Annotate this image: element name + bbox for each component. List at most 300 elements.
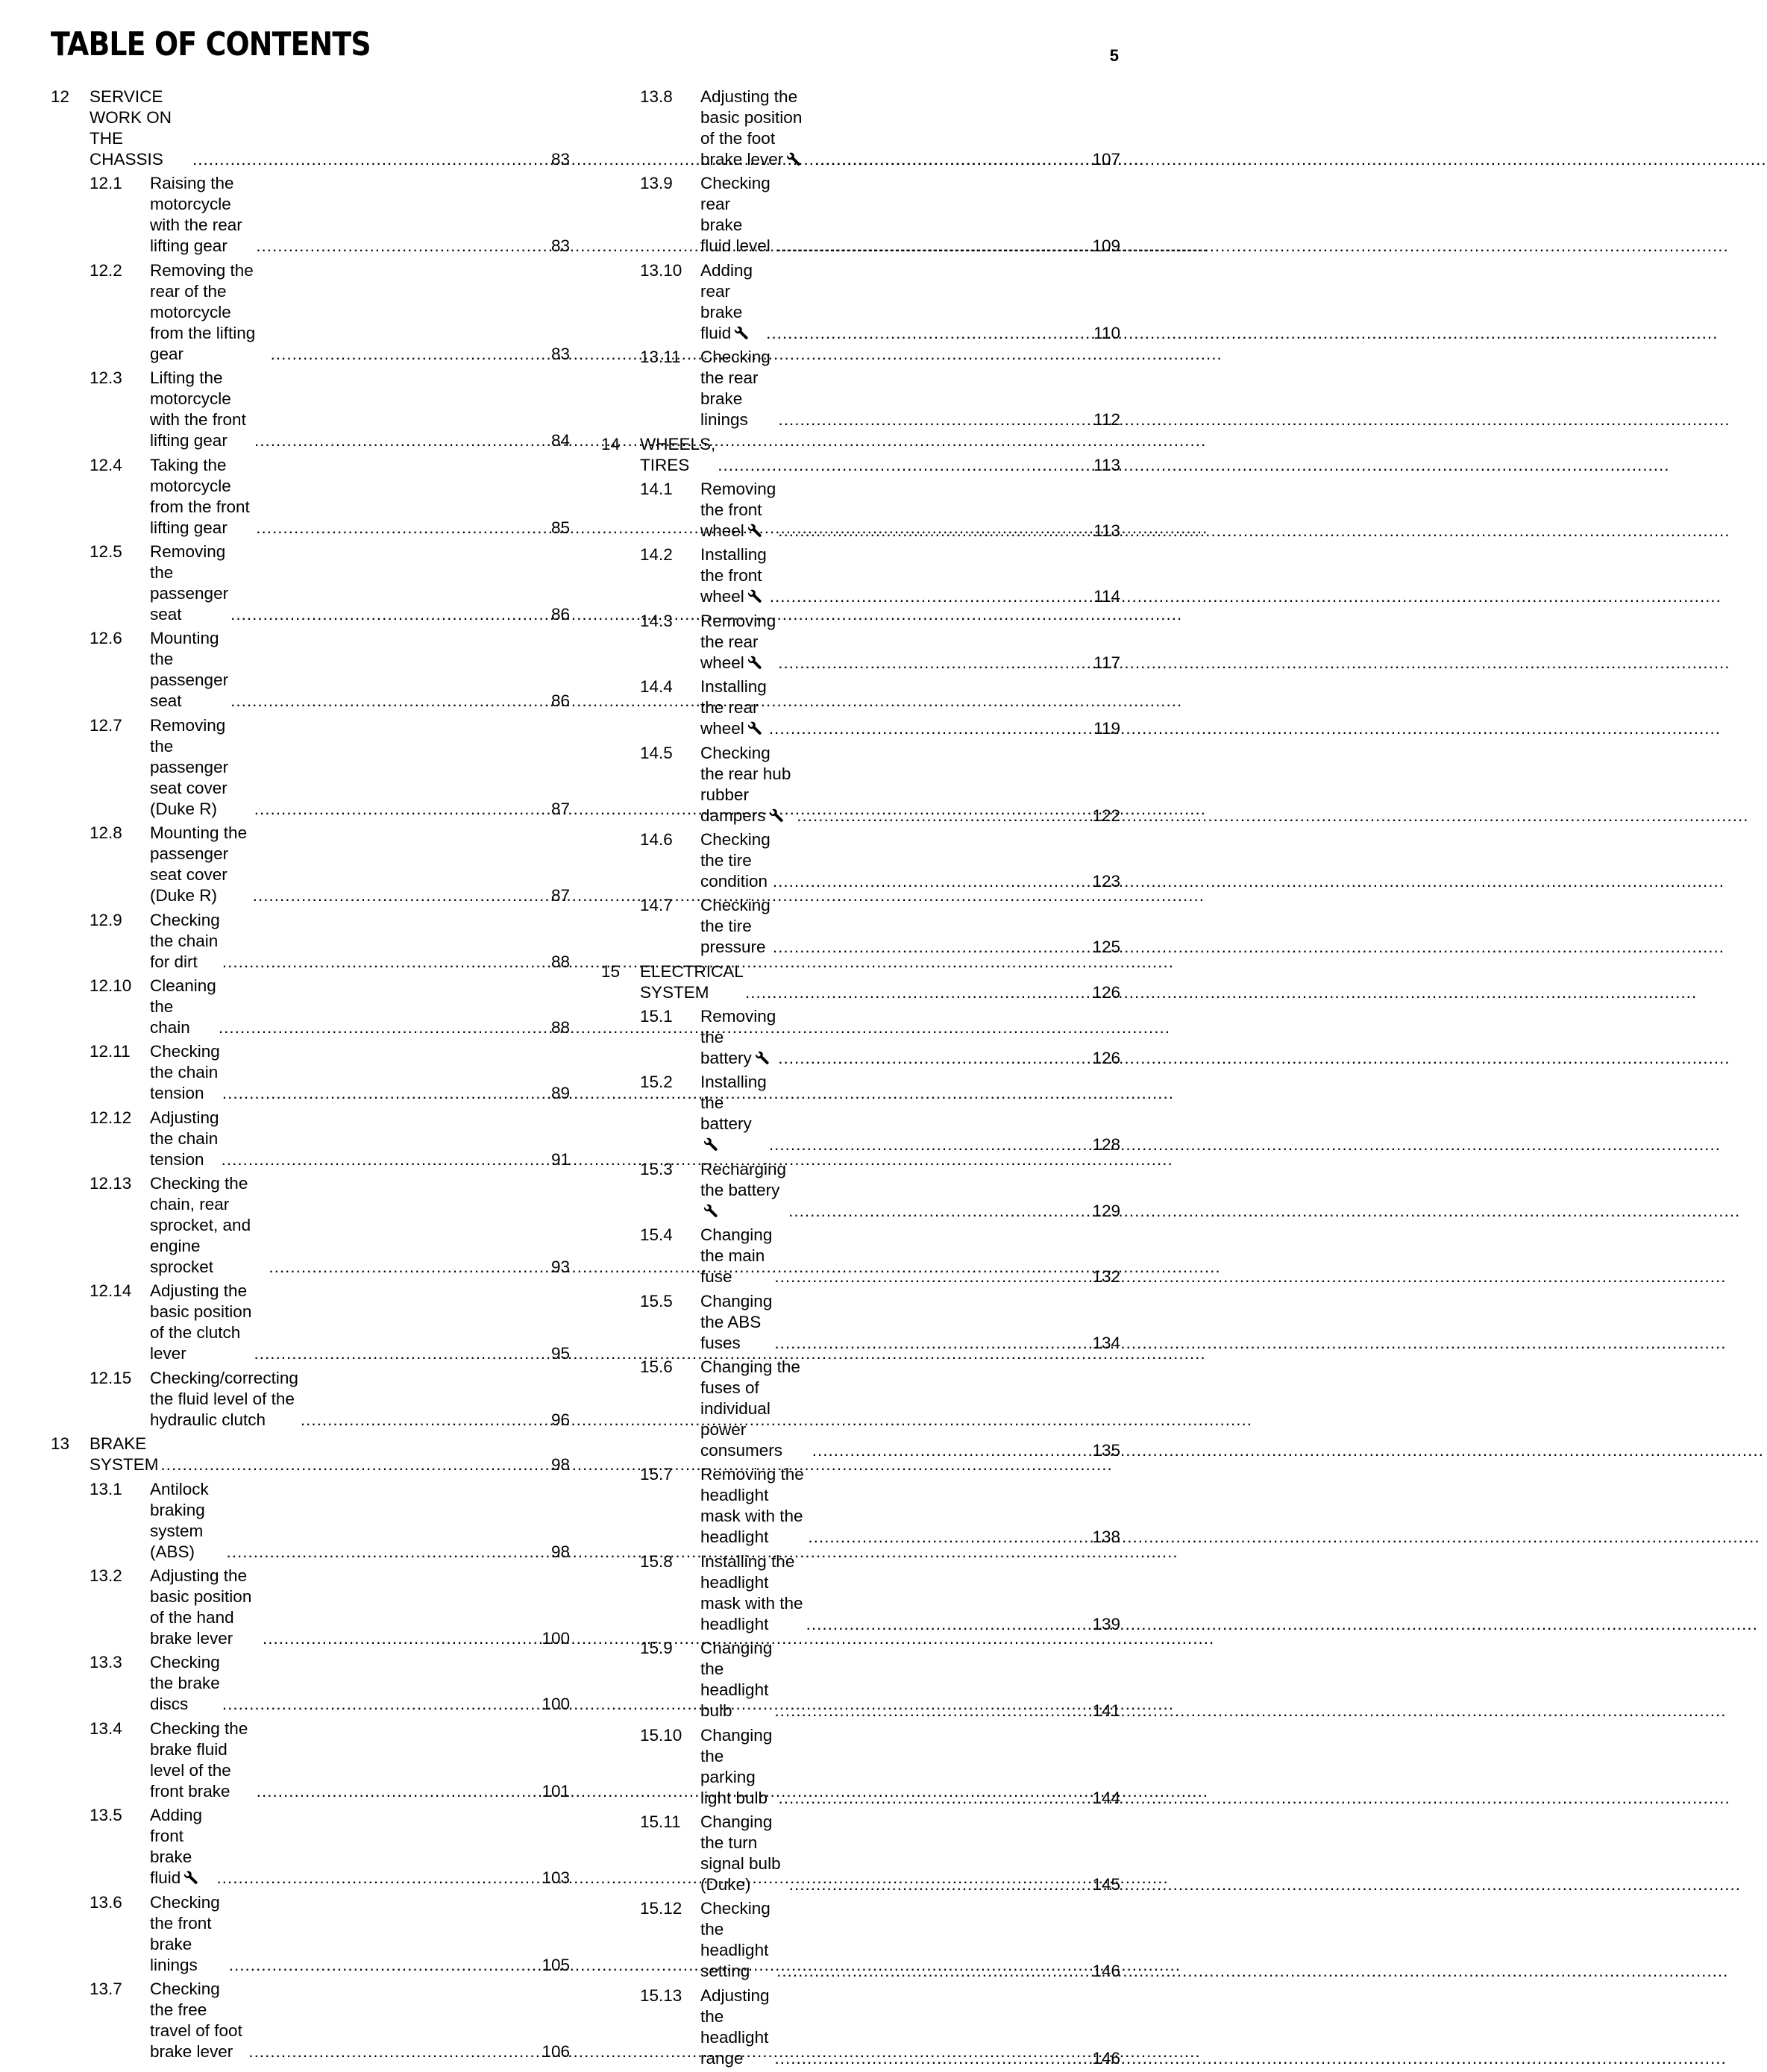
toc-entry-13[interactable] — [51, 1434, 570, 1475]
entry-page: 113 — [1093, 455, 1120, 474]
entry-title-text: Installing the front wheel — [700, 545, 767, 606]
toc-entry-15-3[interactable] — [601, 1159, 1120, 1222]
entry-number: 12.4 — [90, 455, 122, 474]
dot-leader — [773, 871, 1090, 892]
wrench-icon — [734, 324, 749, 339]
entry-title-text: Checking the front brake linings — [150, 1892, 220, 1974]
entry-page: 83 — [550, 344, 570, 363]
entry-number: 14 — [601, 434, 621, 453]
dot-leader — [257, 1781, 539, 1802]
dot-leader — [222, 1149, 539, 1170]
toc-entry-13-4[interactable] — [51, 1718, 570, 1802]
entry-title-text: Mounting the passenger seat — [150, 629, 229, 711]
entry-number: 12.15 — [90, 1368, 132, 1387]
entry-title-text: Changing the turn signal bulb (Duke) — [700, 1812, 781, 1894]
entry-page: 114 — [1093, 587, 1120, 606]
entry-title — [150, 976, 216, 1038]
entry-title — [150, 260, 269, 365]
entry-number: 15.10 — [640, 1725, 682, 1745]
entry-title — [700, 173, 774, 257]
dot-leader — [254, 430, 539, 451]
dot-leader — [812, 1440, 1090, 1461]
entry-title-text: Changing the ABS fuses — [700, 1291, 773, 1352]
entry-title-text: Removing the battery — [700, 1007, 776, 1068]
entry-title-text: Removing the front wheel — [700, 479, 776, 540]
entry-number: 14.2 — [640, 545, 673, 565]
toc-entry-14[interactable] — [601, 434, 1120, 476]
entry-page: 141 — [1092, 1701, 1120, 1721]
entry-title-text: Adjusting the chain tension — [150, 1108, 219, 1169]
wrench-icon — [703, 1136, 718, 1151]
entry-title — [700, 743, 794, 826]
dot-leader — [770, 586, 1090, 607]
entry-title-text: Checking the brake discs — [150, 1653, 220, 1714]
toc-entry-12-12[interactable] — [51, 1108, 570, 1170]
entry-title — [700, 260, 764, 344]
entry-page: 128 — [1092, 1135, 1120, 1155]
entry-title-text: ELECTRICAL SYSTEM — [640, 961, 743, 1002]
toc-entry-12-9[interactable] — [51, 910, 570, 973]
entry-title-text: Checking the chain tension — [150, 1042, 220, 1103]
dot-leader — [778, 653, 1090, 674]
entry-title-text: WHEELS, TIRES — [640, 434, 716, 474]
toc-entry-15-9[interactable] — [601, 1638, 1120, 1721]
entry-page: 87 — [550, 799, 570, 818]
dot-leader — [766, 323, 1090, 344]
entry-number: 12.3 — [90, 368, 122, 388]
entry-page: 86 — [550, 691, 570, 711]
toc-entry-15-12[interactable] — [601, 1898, 1120, 1982]
entry-title-text: BRAKE SYSTEM — [90, 1434, 159, 1475]
dot-leader — [774, 1266, 1090, 1287]
entry-page: 93 — [550, 1258, 570, 1277]
entry-number: 12.11 — [90, 1042, 131, 1061]
toc-entry-13-10[interactable] — [601, 260, 1120, 344]
entry-title-text: Removing the rear of the motorcycle from the lifting gear — [150, 260, 256, 363]
entry-title — [150, 1281, 251, 1364]
entry-title-text: Adjusting the headlight range — [700, 1985, 770, 2068]
toc-entry-12-6[interactable] — [51, 628, 570, 712]
entry-number: 14.7 — [640, 896, 673, 915]
entry-title-text: Adjusting the basic position of the hand brake lever — [150, 1566, 252, 1648]
toc-entry-13-6[interactable] — [51, 1892, 570, 1976]
entry-number: 14.3 — [640, 611, 673, 630]
toc-entry-14-5[interactable] — [601, 743, 1120, 826]
entry-page: 86 — [550, 604, 570, 624]
entry-page: 146 — [1092, 1962, 1120, 1981]
entry-title — [700, 1464, 806, 1548]
dot-leader — [718, 455, 1090, 476]
toc-entry-12-2[interactable] — [51, 260, 570, 365]
entry-page: 109 — [1092, 236, 1120, 256]
entry-page: 110 — [1093, 323, 1120, 342]
entry-title-text: SERVICE WORK ON THE CHASSIS — [90, 87, 172, 169]
entry-page: 100 — [542, 1629, 570, 1648]
entry-page: 83 — [550, 236, 570, 256]
entry-page: 132 — [1092, 1267, 1120, 1287]
entry-title — [700, 1159, 786, 1222]
entry-number: 12.7 — [90, 715, 122, 735]
entry-number: 15 — [601, 961, 621, 981]
toc-entry-12-10[interactable] — [51, 976, 570, 1038]
toc-entry-15-4[interactable] — [601, 1225, 1120, 1287]
dot-leader — [769, 718, 1090, 739]
entry-number: 12.13 — [90, 1174, 132, 1193]
entry-page: 101 — [542, 1781, 570, 1801]
entry-number: 15.13 — [640, 1985, 682, 2005]
entry-number: 14.5 — [640, 743, 673, 762]
dot-leader — [776, 236, 1090, 257]
entry-number: 12.1 — [90, 174, 122, 193]
entry-page: 85 — [550, 518, 570, 537]
entry-page: 91 — [550, 1149, 570, 1169]
page-title: TABLE OF CONTENTS — [51, 25, 371, 63]
entry-page: 126 — [1092, 1049, 1120, 1068]
entry-title — [150, 368, 252, 451]
entry-page: 135 — [1092, 1441, 1120, 1460]
entry-number: 15.4 — [640, 1225, 673, 1245]
entry-title-text: Checking the chain for dirt — [150, 910, 220, 971]
dot-leader — [254, 799, 539, 820]
entry-title — [700, 1812, 787, 1895]
entry-title — [700, 87, 812, 170]
entry-title — [700, 1006, 776, 1069]
entry-number: 13.11 — [640, 348, 681, 367]
wrench-icon — [747, 522, 762, 537]
entry-title — [700, 347, 776, 430]
entry-title-text: Installing the rear wheel — [700, 677, 767, 738]
entry-number: 12.12 — [90, 1108, 132, 1127]
dot-leader — [230, 604, 539, 625]
toc-entry-13-2[interactable] — [51, 1566, 570, 1649]
dot-leader — [808, 1527, 1090, 1548]
entry-page: 96 — [550, 1410, 570, 1429]
entry-page: 138 — [1092, 1528, 1120, 1547]
entry-title-text: Checking the headlight setting — [700, 1899, 770, 1981]
toc-entry-13-5[interactable] — [51, 1805, 570, 1889]
dot-leader — [269, 1257, 539, 1278]
entry-page: 98 — [550, 1455, 570, 1475]
entry-title — [640, 434, 715, 476]
toc-entry-14-7[interactable] — [601, 895, 1120, 958]
entry-page: 144 — [1092, 1788, 1120, 1807]
toc-entry-12-8[interactable] — [51, 823, 570, 906]
entry-title — [700, 1638, 772, 1721]
entry-number: 15.2 — [640, 1073, 673, 1092]
entry-title-text: Lifting the motorcycle with the front lifting gear — [150, 368, 246, 450]
entry-number: 15.8 — [640, 1551, 673, 1571]
entry-page: 106 — [542, 2041, 570, 2061]
dot-leader — [222, 952, 539, 973]
entry-title — [700, 1225, 772, 1287]
toc-entry-12-11[interactable] — [51, 1041, 570, 1104]
entry-title — [150, 173, 254, 257]
entry-number: 12.9 — [90, 910, 122, 929]
entry-title-text: Changing the parking light bulb — [700, 1725, 773, 1807]
entry-title-text: Checking rear brake fluid level — [700, 174, 770, 256]
entry-title-text: Removing the passenger seat cover (Duke R) — [150, 715, 229, 818]
toc-entry-13-1[interactable] — [51, 1479, 570, 1563]
entry-title — [700, 544, 768, 607]
entry-title — [150, 1479, 224, 1563]
entry-page: 88 — [550, 952, 570, 971]
entry-title — [150, 628, 228, 712]
toc-entry-12-5[interactable] — [51, 541, 570, 625]
entry-number: 15.6 — [640, 1357, 673, 1377]
entry-page: 129 — [1092, 1201, 1120, 1220]
dot-leader — [774, 1701, 1090, 1721]
wrench-icon — [769, 807, 784, 822]
toc-entry-14-3[interactable] — [601, 611, 1120, 674]
toc-entry-14-2[interactable] — [601, 544, 1120, 607]
entry-page: 117 — [1093, 653, 1120, 672]
entry-title-text: Installing the battery — [700, 1073, 767, 1134]
toc-entry-12-3[interactable] — [51, 368, 570, 451]
wrench-icon — [747, 588, 762, 603]
wrench-icon — [183, 1869, 198, 1884]
entry-title-text: Checking the free travel of foot brake lever — [150, 1979, 242, 2061]
entry-page: 119 — [1093, 719, 1120, 738]
entry-title-text: Mounting the passenger seat cover (Duke R) — [150, 823, 248, 905]
dot-leader — [773, 937, 1090, 958]
entry-title-text: Installing the headlight mask with the headlight — [700, 1551, 803, 1633]
dot-leader — [271, 344, 539, 365]
entry-title-text: Checking/correcting the fluid level of the hydraulic clutch — [150, 1368, 298, 1429]
entry-number: 13.9 — [640, 174, 673, 193]
entry-number: 15.9 — [640, 1639, 673, 1658]
toc-entry-12[interactable] — [51, 87, 570, 170]
entry-title-text: Changing the fuses of individual power consumers — [700, 1357, 800, 1460]
toc-entry-14-1[interactable] — [601, 479, 1120, 541]
entry-title — [150, 455, 254, 539]
entry-number: 12.8 — [90, 823, 122, 843]
dot-leader — [769, 1134, 1090, 1155]
entry-page: 103 — [542, 1868, 570, 1888]
entry-page: 146 — [1092, 2048, 1120, 2068]
dot-leader — [745, 982, 1090, 1003]
toc-entry-13-9[interactable] — [601, 173, 1120, 257]
entry-title-text: Changing the main fuse — [700, 1225, 773, 1287]
entry-number: 15.5 — [640, 1291, 673, 1310]
entry-title — [150, 910, 220, 973]
dot-leader — [256, 236, 539, 257]
entry-number: 13.4 — [90, 1718, 122, 1738]
entry-title — [700, 895, 770, 958]
dot-leader — [789, 1874, 1090, 1895]
entry-number: 15.7 — [640, 1465, 673, 1484]
entry-number: 14.4 — [640, 677, 673, 697]
entry-page: 105 — [542, 1955, 570, 1974]
entry-page: 107 — [1092, 150, 1120, 169]
entry-title — [700, 676, 767, 739]
dot-leader — [263, 1628, 539, 1649]
toc-entry-15-10[interactable] — [601, 1725, 1120, 1809]
toc-entry-14-4[interactable] — [601, 676, 1120, 739]
toc-entry-13-7[interactable] — [51, 1979, 570, 2062]
entry-title-text: Raising the motorcycle with the rear lifting gear — [150, 174, 242, 256]
dot-leader — [256, 518, 539, 539]
entry-number: 13 — [51, 1434, 70, 1454]
wrench-icon — [703, 1202, 718, 1217]
entry-page: 123 — [1092, 871, 1120, 891]
entry-title — [150, 1805, 215, 1889]
toc-entry-15-13[interactable] — [601, 1985, 1120, 2069]
entry-title-text: Recharging the battery — [700, 1159, 787, 1199]
entry-title-text: Adjusting the basic position of the clutch lever — [150, 1281, 252, 1363]
entry-title — [150, 715, 252, 820]
dot-leader — [815, 149, 1090, 170]
entry-number: 13.5 — [90, 1806, 122, 1825]
wrench-icon — [755, 1049, 770, 1064]
entry-page: 84 — [550, 431, 570, 450]
entry-title — [150, 1041, 220, 1104]
dot-leader — [192, 149, 539, 170]
dot-leader — [775, 2048, 1090, 2069]
entry-title-text: Checking the tire pressure — [700, 896, 770, 957]
toc-entry-12-14[interactable] — [51, 1281, 570, 1364]
entry-title-text: Changing the headlight bulb — [700, 1639, 773, 1721]
entry-title — [150, 823, 251, 906]
entry-title — [90, 1434, 159, 1475]
entry-page: 98 — [550, 1542, 570, 1561]
entry-page: 83 — [550, 150, 570, 169]
entry-number: 12.10 — [90, 976, 132, 995]
toc-entry-14-6[interactable] — [601, 829, 1120, 892]
toc-entry-13-11[interactable] — [601, 347, 1120, 430]
toc-entry-15[interactable] — [601, 961, 1120, 1003]
entry-title — [700, 1725, 776, 1809]
entry-number: 14.6 — [640, 829, 673, 849]
dot-leader — [806, 1614, 1090, 1635]
entry-title — [700, 1291, 772, 1354]
entry-title — [150, 1718, 254, 1802]
entry-number: 13.2 — [90, 1566, 122, 1586]
page-number: 5 — [1109, 46, 1119, 65]
entry-page: 87 — [550, 886, 570, 905]
toc-entry-15-6[interactable] — [601, 1357, 1120, 1461]
entry-page: 122 — [1092, 806, 1120, 825]
entry-number: 14.1 — [640, 479, 673, 498]
entry-page: 139 — [1092, 1614, 1120, 1633]
entry-number: 13.7 — [90, 1979, 122, 1998]
entry-page: 134 — [1092, 1333, 1120, 1352]
toc-column-right — [601, 87, 1120, 2072]
entry-title-text: Removing the headlight mask with the headlight — [700, 1465, 804, 1547]
entry-number: 13.3 — [90, 1653, 122, 1672]
dot-leader — [778, 409, 1090, 430]
dot-leader — [301, 1410, 539, 1431]
entry-number: 12.5 — [90, 541, 122, 561]
toc-entry-15-7[interactable] — [601, 1464, 1120, 1548]
entry-title-text: Antilock braking system (ABS) — [150, 1479, 209, 1561]
toc-column-left — [51, 87, 570, 2065]
entry-title-text: Taking the motorcycle from the front lifting gear — [150, 455, 250, 537]
entry-number: 15.11 — [640, 1812, 681, 1831]
entry-title-text: Adding front brake fluid — [150, 1806, 203, 1888]
dot-leader — [248, 2041, 539, 2062]
entry-title — [640, 961, 743, 1003]
toc-entry-15-8[interactable] — [601, 1551, 1120, 1635]
toc-entry-13-8[interactable] — [601, 87, 1120, 170]
dot-leader — [797, 806, 1090, 826]
entry-page: 95 — [550, 1344, 570, 1363]
entry-title — [150, 1173, 266, 1278]
wrench-icon — [786, 151, 801, 166]
entry-number: 13.6 — [90, 1892, 122, 1912]
entry-number: 13.8 — [640, 87, 673, 106]
wrench-icon — [747, 720, 762, 735]
entry-title — [150, 1979, 246, 2062]
entry-title-text: Adding rear brake fluid — [700, 260, 753, 342]
dot-leader — [219, 1017, 539, 1038]
entry-page: 112 — [1093, 410, 1120, 430]
entry-title-text: Cleaning the chain — [150, 976, 216, 1037]
dot-leader — [254, 1343, 539, 1364]
entry-title — [700, 1357, 810, 1461]
entry-title-text: Removing the rear wheel — [700, 611, 776, 672]
toc-entry-13-3[interactable] — [51, 1652, 570, 1715]
dot-leader — [229, 1955, 539, 1976]
entry-title-text: Checking the tire condition — [700, 829, 770, 891]
toc-entry-12-15[interactable] — [51, 1368, 570, 1431]
dot-leader — [788, 1201, 1090, 1222]
entry-page: 126 — [1092, 982, 1120, 1002]
wrench-icon — [747, 654, 762, 669]
entry-number: 15.1 — [640, 1007, 673, 1026]
dot-leader — [226, 1542, 539, 1563]
entry-title — [700, 829, 770, 892]
entry-page: 125 — [1092, 938, 1120, 957]
entry-page: 88 — [550, 1017, 570, 1037]
dot-leader — [222, 1694, 539, 1715]
toc-entry-12-7[interactable] — [51, 715, 570, 820]
entry-number: 12.14 — [90, 1281, 132, 1301]
entry-title-text: Removing the passenger seat — [150, 541, 229, 624]
entry-title-text: Checking the rear brake linings — [700, 348, 770, 430]
dot-leader — [222, 1083, 539, 1104]
entry-number: 15.3 — [640, 1159, 673, 1178]
entry-title — [150, 1368, 298, 1431]
dot-leader — [161, 1454, 539, 1475]
entry-title-text: Checking the brake fluid level of the front brake — [150, 1718, 248, 1801]
dot-leader — [778, 1788, 1090, 1809]
entry-title — [150, 541, 228, 625]
entry-title — [150, 1108, 219, 1170]
entry-number: 12.2 — [90, 260, 122, 280]
entry-number: 12 — [51, 87, 70, 106]
entry-number: 13.1 — [90, 1479, 122, 1498]
toc-entry-12-1[interactable] — [51, 173, 570, 257]
toc-entry-12-13[interactable] — [51, 1173, 570, 1278]
entry-title — [700, 479, 776, 541]
entry-title — [700, 1072, 767, 1155]
entry-page: 100 — [542, 1695, 570, 1714]
entry-title — [150, 1652, 220, 1715]
dot-leader — [778, 521, 1090, 541]
toc-entry-15-5[interactable] — [601, 1291, 1120, 1354]
entry-title — [150, 1892, 227, 1976]
entry-title-text: Checking the rear hub rubber dampers — [700, 743, 791, 825]
toc-entry-15-11[interactable] — [601, 1812, 1120, 1895]
entry-title — [150, 1566, 260, 1649]
dot-leader — [217, 1868, 539, 1889]
toc-entry-15-2[interactable] — [601, 1072, 1120, 1155]
entry-title-text: Checking the chain, rear sprocket, and engine sprocket — [150, 1174, 251, 1277]
toc-entry-12-4[interactable] — [51, 455, 570, 539]
toc-entry-15-1[interactable] — [601, 1006, 1120, 1069]
entry-number: 15.12 — [640, 1899, 682, 1918]
entry-page: 89 — [550, 1084, 570, 1103]
